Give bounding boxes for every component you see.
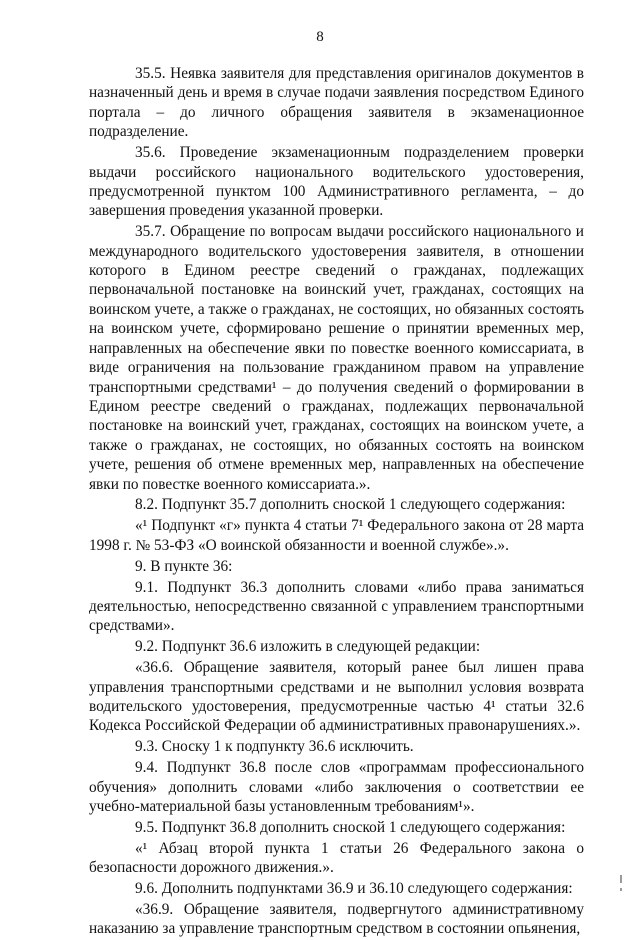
page-number: 8	[316, 29, 324, 45]
paragraph-36-9-text: «36.9. Обращение заявителя, подвергнутого административному наказанию за управление транспортным средством в состоянии опьянения,	[89, 901, 584, 938]
scan-artifact-mark	[620, 888, 622, 891]
scan-artifact-mark	[620, 875, 622, 883]
paragraph-9: 9. В пункте 36:	[135, 557, 233, 575]
paragraph-9-1: 9.1. Подпункт 36.3 дополнить словами «либо права заниматься деятельностью, непосредственно связанной с управлением транспортными средствами».	[89, 578, 584, 635]
footnote-text-35-7: «¹ Подпункт «г» пункта 4 статьи 7¹ Федерального закона от 28 марта 1998 г. № 53-ФЗ «О воинской обязанности и военной службе».».	[89, 517, 584, 554]
paragraph-9-4: 9.4. Подпункт 36.8 после слов «программам профессионального обучения» дополнить словами «либо заключения о соответствии ее учебно-материальной базы установленным требованиям¹».	[89, 759, 584, 816]
paragraph-9-3: 9.3. Сноску 1 к подпункту 36.6 исключить.	[135, 738, 414, 756]
paragraph-9-6: 9.6. Дополнить подпунктами 36.9 и 36.10 следующего содержания:	[135, 880, 573, 898]
paragraph-9-2: 9.2. Подпункт 36.6 изложить в следующей редакции:	[135, 638, 481, 656]
paragraph-36-6-text: «36.6. Обращение заявителя, который ранее был лишен права управления транспортными средствами и не выполнил условия возврата водительского удостоверения, предусмотренные частью 4¹ статьи 32.6 Кодекса Российской Федерации об административных правонарушениях.».	[89, 659, 584, 735]
paragraph-35-5: 35.5. Неявка заявителя для представления оригиналов документов в назначенный день и время в случае подачи заявления посредством Единого портала – до личного обращения заявителя в экзаменационное подразделение.	[89, 65, 584, 141]
paragraph-35-6: 35.6. Проведение экзаменационным подразделением проверки выдачи российского национального водительского удостоверения, предусмотренной пунктом 100 Административного регламента, – до завершения проведения указанной проверки.	[89, 144, 584, 220]
paragraph-9-5: 9.5. Подпункт 36.8 дополнить сноской 1 следующего содержания:	[135, 818, 566, 836]
document-body	[89, 64, 584, 940]
footnote-text-36-8: «¹ Абзац второй пункта 1 статьи 26 Федерального закона о безопасности дорожного движения.».	[89, 839, 584, 877]
paragraph-35-7: 35.7. Обращение по вопросам выдачи российского национального и международного водительского удостоверения заявителя, в отношении которого в Едином реестре сведений о гражданах, подлежащих первоначальной постановке на воинский учет, гражданах, состоящих на воинском учете, а также о гражданах, не состоящих, но обязанных состоять на воинском учете, сформировано решение о принятии временных мер, направленных на обеспечение явки по повестке военного комиссариата, в виде ограничения на пользование гражданином правом на управление транспортными средствами¹ – до получения сведений о формировании в Едином реестре сведений о гражданах, подлежащих первоначальной постановке на воинский учет, гражданах, состоящих на воинском учете, а также о гражданах, не состоящих, но обязанных состоять на воинском учете, решения об отмене временных мер, направленных на обеспечение явки по повестке военного комиссариата.».	[89, 223, 584, 493]
paragraph-8-2: 8.2. Подпункт 35.7 дополнить сноской 1 следующего содержания:	[135, 496, 566, 514]
